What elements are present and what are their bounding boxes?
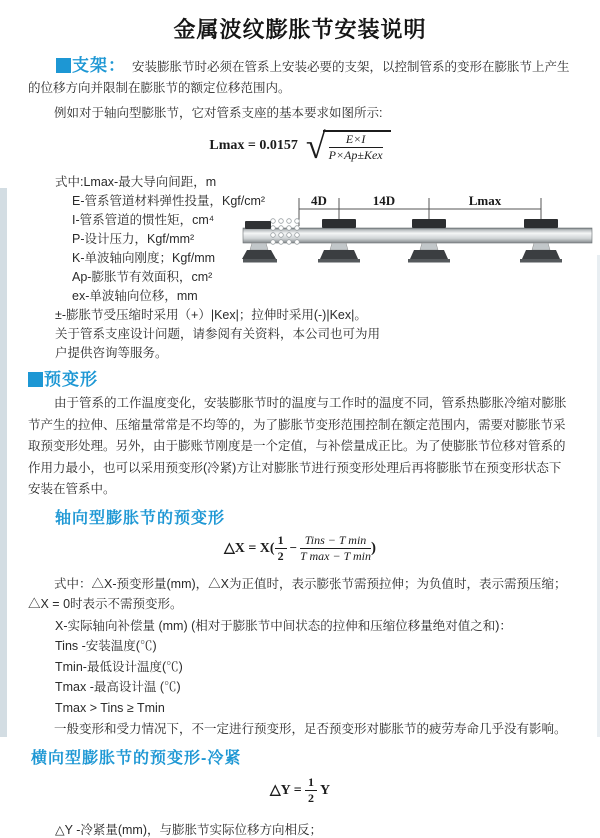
- half-fraction: [305, 776, 317, 805]
- definition-line: Ap-膨胀节有效面积，cm²: [72, 270, 213, 284]
- axial-line: X-实际轴向补偿量 (mm) (相对于膨胀节中间状态的拉伸和压缩位移量绝对值之和)：: [55, 618, 512, 633]
- lateral-formula-lhs: △Y =: [269, 783, 302, 798]
- lateral-formula-rhs: Y: [319, 782, 331, 798]
- fraction: [329, 133, 383, 162]
- axial-subheading: 轴向型膨胀节的预变形: [55, 509, 226, 527]
- lmax-formula: [0, 126, 600, 170]
- support-intro-paragraph: [28, 55, 572, 99]
- definition-line: E-管系管道材料弹性投量，Kgf/cm²: [72, 194, 266, 208]
- fraction-denominator: P×Ap±Kex: [328, 148, 383, 162]
- lateral-definition-line: △Y -冷紧量(mm)，与膨胀节实际位移方向相反；: [55, 823, 323, 837]
- support-example-text: 例如对于轴向型膨胀节，它对管系支座的基本要求如图所示:: [54, 106, 383, 120]
- fraction-numerator: E×I: [329, 133, 383, 148]
- pipe-support-diagram: [243, 192, 595, 292]
- temperature-fraction: [300, 534, 371, 563]
- dimension-label-4d: 4D: [311, 193, 327, 208]
- axial-line: Tmax > Tins ≥ Tmin: [55, 700, 165, 715]
- predeform-paragraph: 由于管系的工作温度变化，安装膨胀节时的温度与工作时的温度不同，管系热膨胀冷缩对膨胀节产生的拉伸、压缩量常常是不均等的，为了膨胀节变形范围控制在额定范围内，需要对膨胀节采取预变形处理。另外，由于膨账节刚度是一个定值，与补偿量成正比。为了使膨胀节位移对管系的作用力最小，也可以采用预变形(冷紧)方让对膨胀节进行预变形处理后再将膨胀节在预变形状态下安装在管系中。: [28, 396, 567, 496]
- definition-line: 式中:Lmax-最大导向间距，m: [55, 175, 217, 189]
- definition-line: I-管系管道的惯性矩，cm⁴: [72, 213, 215, 227]
- dimension-label-14d: 14D: [372, 193, 396, 208]
- half-denominator: 2: [277, 548, 284, 563]
- half-numerator: 1: [275, 534, 287, 549]
- sqrt-expression: [305, 126, 391, 166]
- section-bullet-icon: [28, 372, 43, 387]
- definition-line: 关于管系支座设计问题，请参阅有关资料，本公司也可为用户提供咨询等服务。: [55, 327, 381, 360]
- support-section-label: 支架：: [72, 56, 126, 75]
- axial-line: Tmin-最低设计温度(℃): [55, 659, 183, 674]
- definition-line: ex-单波轴向位移，mm: [72, 289, 198, 303]
- axial-explanation: 式中：△X-预变形量(mm)，△X为正值时，表示膨张节需预拉伸；为负值时，表示需预压缩；△X = 0时表示不需预变形。: [28, 576, 567, 611]
- definition-line: P-设计压力，Kgf/mm²: [72, 232, 195, 246]
- predeform-section-heading: [28, 365, 600, 390]
- lateral-subheading: 横向型膨胀节的预变形-冷紧: [31, 750, 242, 767]
- page-title: 金属波纹膨胀节安装说明: [173, 17, 427, 42]
- axial-formula-lhs: △X = X(: [223, 540, 275, 556]
- axial-definition-lines: [55, 616, 600, 719]
- lmax-formula-lhs: Lmax = 0.0157: [209, 138, 298, 153]
- definition-line: ±-膨胀节受压缩时采用（+）|Kex|；拉伸时采用(-)|Kex|。: [55, 308, 367, 322]
- axial-note: 一般变形和受力情况下，不一定进行预变形，足否预变形对膨胀节的疲劳寿命几乎没有影响。: [54, 722, 567, 736]
- axial-line: Tins -安装温度(℃): [55, 639, 157, 653]
- half-numerator: 1: [305, 776, 317, 791]
- half-denominator: 2: [307, 791, 314, 805]
- minus-sign: −: [289, 540, 298, 555]
- page-edge-left: [0, 188, 7, 737]
- lateral-formula: [0, 776, 600, 810]
- half-fraction: [275, 534, 287, 563]
- radicand: [323, 130, 391, 162]
- close-paren: ): [371, 539, 377, 556]
- temp-denominator: T max − T min: [300, 548, 372, 563]
- predeform-section-label: 预变形: [44, 370, 98, 389]
- temp-numerator: Tins − T min: [300, 534, 371, 549]
- support-intro-text: 安装膨胀节时必须在管系上安装必要的支架，以控制管系的变形在膨胀节上产生的位移方向并限制在膨胀节的额定位移范围内。: [28, 60, 570, 95]
- axial-line: Tmax -最高设计温 (℃): [55, 680, 181, 694]
- radical-sign: √: [305, 126, 326, 166]
- section-bullet-icon: [56, 58, 71, 73]
- dimension-label-lmax: Lmax: [468, 193, 502, 208]
- axial-formula: [0, 534, 600, 572]
- definition-line: K-单波轴向刚度；Kgf/mm: [72, 251, 216, 265]
